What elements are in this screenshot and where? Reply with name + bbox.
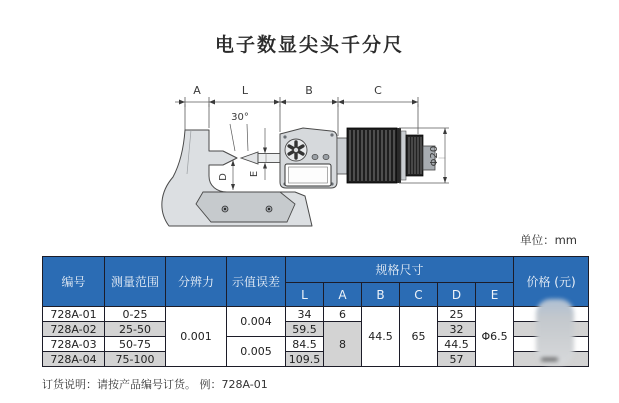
spindle-shaft — [258, 154, 280, 163]
cell-d: 25 — [438, 307, 476, 322]
dim-e-arrow-top — [263, 148, 267, 154]
cell-range: 50-75 — [105, 337, 166, 352]
cell-l: 34 — [286, 307, 324, 322]
spec-table — [42, 256, 589, 367]
dim-d-arrow-bottom — [231, 184, 235, 190]
dim-e-arrow-bottom — [263, 163, 267, 169]
cell-price — [514, 307, 589, 322]
cell-c-merged: 65 — [400, 307, 438, 367]
cell-l: 59.5 — [286, 322, 324, 337]
dim-label-b: B — [305, 84, 313, 97]
col-header-part-no: 编号 — [43, 257, 105, 307]
friction-dial — [285, 139, 307, 161]
cell-range: 25-50 — [105, 322, 166, 337]
cell-e-merged: Φ6.5 — [476, 307, 514, 367]
cell-range: 75-100 — [105, 352, 166, 367]
order-note: 订货说明：请按产品编号订货。 例：728A-01 — [42, 378, 268, 391]
dim-label-e: E — [249, 170, 260, 178]
dim-label-l: L — [241, 84, 249, 97]
col-header-spec-c: C — [400, 283, 438, 307]
dim-label-d: D — [218, 173, 229, 181]
sleeve — [337, 138, 347, 174]
cell-a-merged: 8 — [324, 322, 362, 367]
col-header-range: 测量范围 — [105, 257, 166, 307]
cell-l: 109.5 — [286, 352, 324, 367]
col-header-spec-d: D — [438, 283, 476, 307]
col-header-spec-b: B — [362, 283, 400, 307]
cell-d: 32 — [438, 322, 476, 337]
cell-a: 6 — [324, 307, 362, 322]
page-title: 电子数显尖头千分尺 — [214, 34, 404, 56]
angle-leader-lines — [230, 124, 248, 151]
cell-l: 84.5 — [286, 337, 324, 352]
cell-price — [514, 322, 589, 337]
cell-d: 57 — [438, 352, 476, 367]
micrometer-diagram — [145, 76, 475, 234]
dimension-labels — [193, 84, 382, 97]
col-header-spec-e: E — [476, 283, 514, 307]
cell-d: 44.5 — [438, 337, 476, 352]
dim-diameter-arrow-bottom — [443, 177, 447, 183]
col-header-spec-group: 规格尺寸 — [286, 257, 514, 283]
cell-error-merged-bottom: 0.005 — [227, 337, 286, 367]
ratchet-collar — [401, 131, 406, 180]
cell-part-no: 728A-03 — [43, 337, 105, 352]
dim-label-c: C — [374, 84, 382, 97]
col-header-spec-l: L — [286, 283, 324, 307]
col-header-price: 价格 (元) — [514, 257, 589, 307]
col-header-spec-a: A — [324, 283, 362, 307]
cell-part-no: 728A-02 — [43, 322, 105, 337]
col-header-resolution: 分辨力 — [166, 257, 227, 307]
cell-price — [514, 337, 589, 352]
unit-note: 单位：mm — [520, 233, 577, 247]
lcd-screen-inner — [289, 167, 328, 183]
cell-range: 0-25 — [105, 307, 166, 322]
table-row — [43, 307, 589, 322]
cell-b-merged: 44.5 — [362, 307, 400, 367]
spindle-tip — [241, 152, 258, 164]
col-header-error: 示值误差 — [227, 257, 286, 307]
cell-error-merged-top: 0.004 — [227, 307, 286, 337]
frame-plate — [196, 192, 295, 222]
dim-label-a: A — [193, 84, 201, 97]
cell-price — [514, 352, 589, 367]
thimble-end-band — [397, 128, 401, 183]
diameter-label: Φ20 — [429, 145, 440, 167]
dim-diameter-arrow-top — [443, 128, 447, 134]
cell-part-no: 728A-01 — [43, 307, 105, 322]
angle-label: 30° — [231, 112, 249, 123]
cell-part-no: 728A-04 — [43, 352, 105, 367]
cell-resolution-merged: 0.001 — [166, 307, 227, 367]
